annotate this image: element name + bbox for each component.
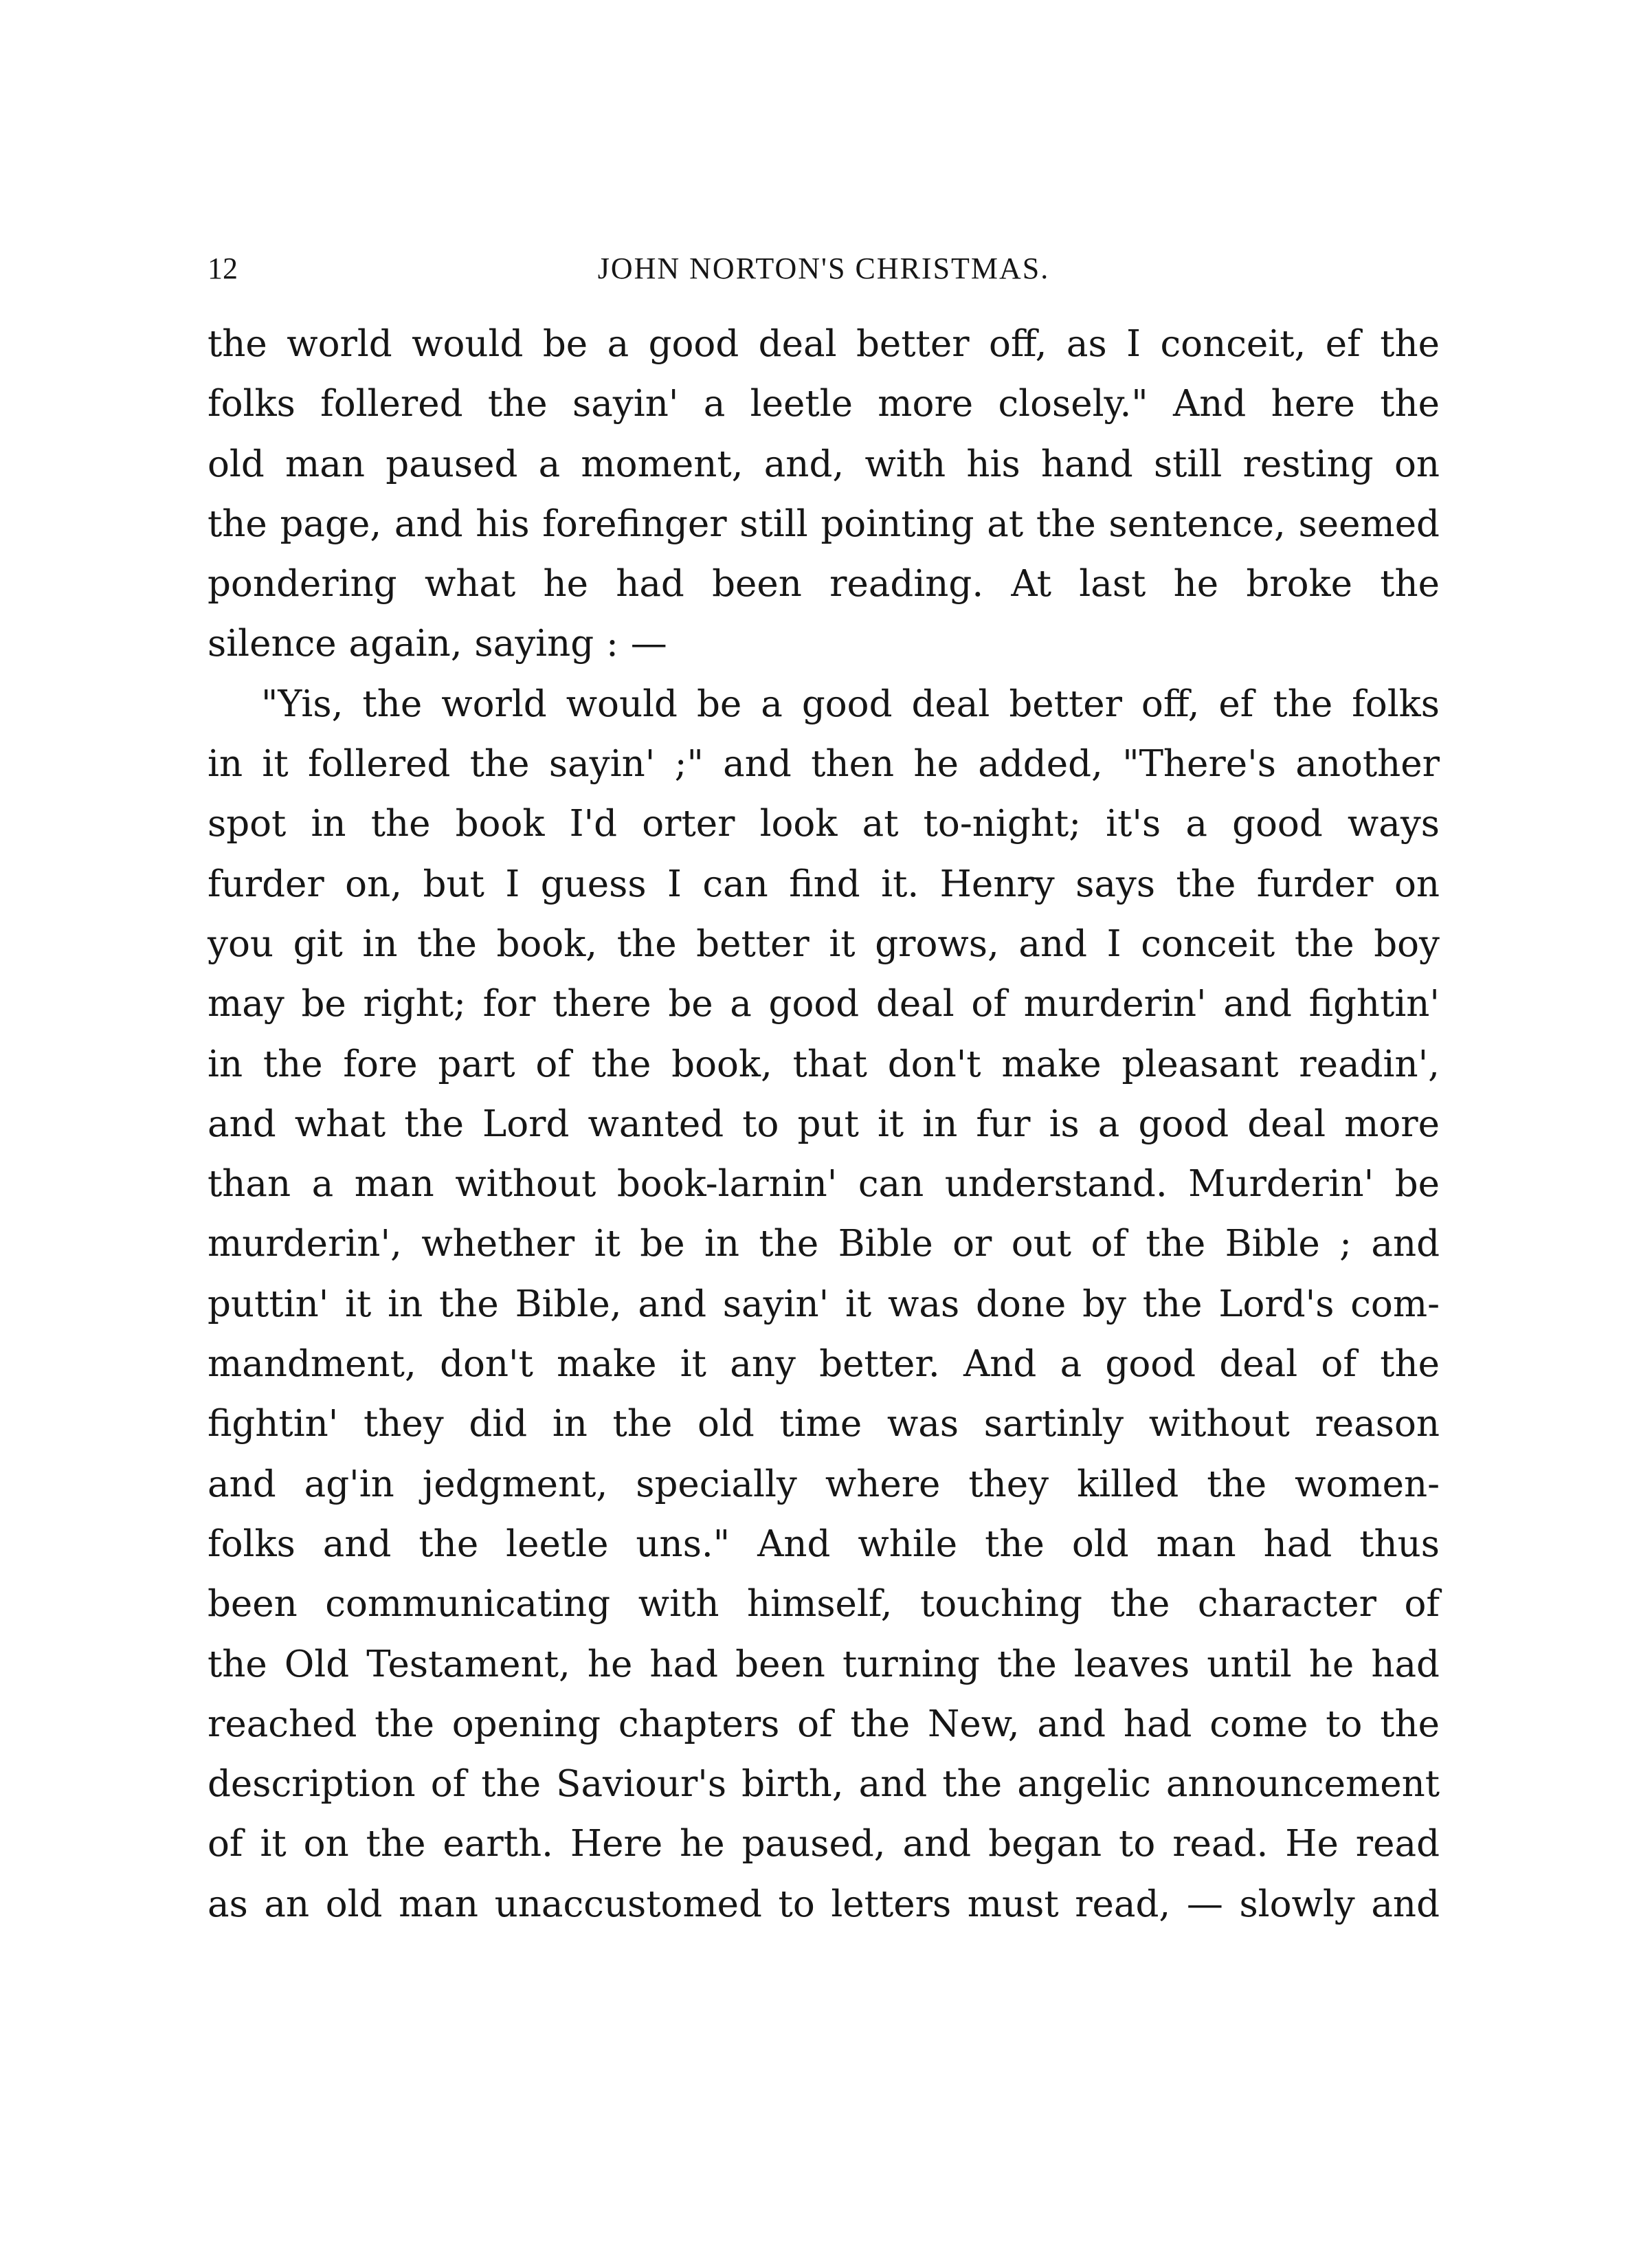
text-line: reached the opening chapters of the New, and had come to the bbox=[208, 1703, 1440, 1745]
text-line: in it follered the sayin' ;" and then he added, "There's another bbox=[208, 743, 1440, 786]
text-line: "Yis, the world would be a good deal better off, ef the folks bbox=[261, 683, 1440, 725]
text-line: the page, and his forefinger still pointing at the sentence, seemed bbox=[208, 502, 1440, 545]
text-line: pondering what he had been reading. At last he broke the bbox=[208, 563, 1440, 606]
text-line: as an old man unaccustomed to letters must read, — slowly and bbox=[208, 1883, 1440, 1925]
text-line: folks and the leetle uns." And while the old man had thus bbox=[208, 1522, 1440, 1565]
text-line: than a man without book-larnin' can understand. Murderin' be bbox=[208, 1163, 1440, 1206]
text-line: spot in the book I'd orter look at to-night; it's a good ways bbox=[208, 803, 1440, 845]
text-line: silence again, saying : — bbox=[208, 623, 667, 665]
text-line: the world would be a good deal better off, as I conceit, ef the bbox=[208, 323, 1440, 365]
text-line: old man paused a moment, and, with his hand still resting on bbox=[208, 443, 1440, 485]
page-number: 12 bbox=[208, 252, 238, 285]
running-head: JOHN NORTON'S CHRISTMAS. bbox=[597, 252, 1050, 285]
page-header bbox=[208, 245, 1440, 293]
text-line: and ag'in jedgment, specially where they killed the women- bbox=[208, 1463, 1440, 1505]
text-line: folks follered the sayin' a leetle more closely." And here the bbox=[208, 383, 1440, 425]
text-line: murderin', whether it be in the Bible or out of the Bible ; and bbox=[208, 1223, 1440, 1265]
text-line: mandment, don't make it any better. And a good deal of the bbox=[208, 1343, 1440, 1386]
text-line: furder on, but I guess I can find it. Henry says the furder on bbox=[208, 863, 1440, 905]
body-text bbox=[208, 314, 1440, 1934]
text-line: you git in the book, the better it grows, and I conceit the boy bbox=[208, 922, 1440, 965]
text-line: puttin' it in the Bible, and sayin' it was done by the Lord's com- bbox=[208, 1283, 1440, 1325]
text-line: the Old Testament, he had been turning the leaves until he had bbox=[208, 1643, 1440, 1685]
text-line: may be right; for there be a good deal of murderin' and fightin' bbox=[208, 983, 1440, 1026]
text-line: of it on the earth. Here he paused, and began to read. He read bbox=[208, 1823, 1440, 1865]
text-line: fightin' they did in the old time was sartinly without reason bbox=[208, 1403, 1440, 1445]
text-line: been communicating with himself, touching the character of bbox=[208, 1583, 1440, 1626]
text-line: in the fore part of the book, that don't make pleasant readin', bbox=[208, 1043, 1440, 1085]
text-line: and what the Lord wanted to put it in fur is a good deal more bbox=[208, 1103, 1440, 1145]
text-line: description of the Saviour's birth, and the angelic announcement bbox=[208, 1763, 1440, 1806]
